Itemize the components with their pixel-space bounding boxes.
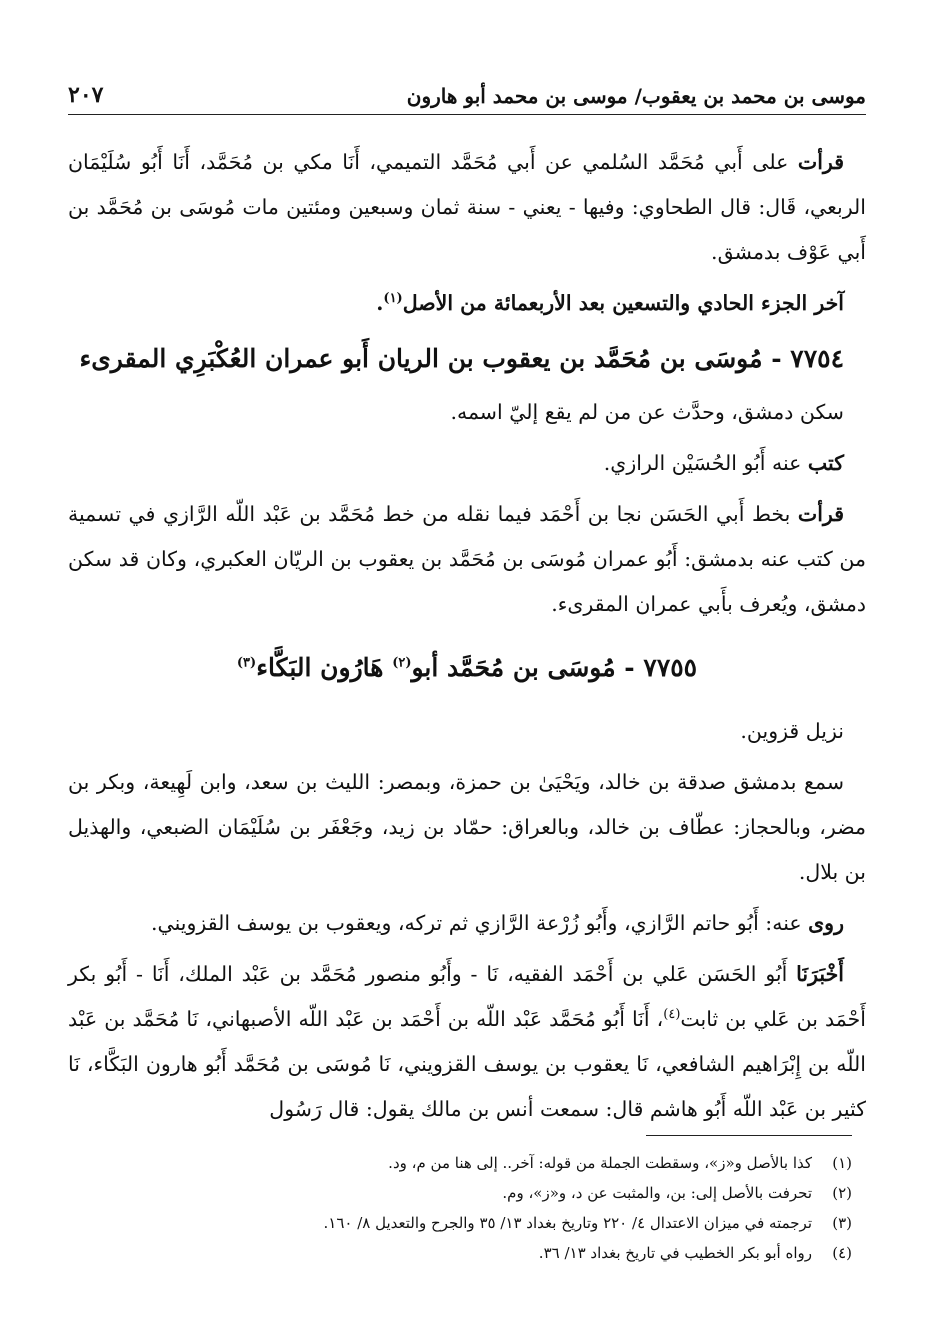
entry-heading: ٧٧٥٤ - مُوسَى بن مُحَمَّد بن يعقوب بن الريان أَبو عمران العُكْبَرِي المقرىء bbox=[79, 344, 844, 373]
footnote-ref: (٣) bbox=[236, 655, 257, 671]
lead-word: أَخْبَرَنَا bbox=[796, 962, 844, 986]
footnote-number: (٤) bbox=[832, 1244, 852, 1262]
footnotes bbox=[68, 1148, 852, 1268]
footnote-number: (٣) bbox=[832, 1214, 852, 1232]
footnote-divider bbox=[646, 1135, 852, 1136]
paragraph-text: أَبُو الحَسَن عَلي بن أَحْمَد الفقيه، نَا - وأَبُو منصور مُحَمَّد بن عَبْد الملك، أَنَا - أَبُو بكر أَحْمَد بن عَلي بن ثابت bbox=[68, 962, 866, 1031]
footnote bbox=[68, 1208, 852, 1238]
paragraph: سمع بدمشق صدقة بن خالد، ويَحْيَىٰ بن حمزة، وبمصر: الليث بن سعد، وابن لَهِيعة، وبكر بن مضر، وبالحجاز: عطّاف بن خالد، وبالعراق: حمّاد بن زيد، وجَعْفَر بن سُلَيْمَان الضبعي، والهذيل بن بلال. bbox=[68, 770, 866, 884]
paragraph-text: على أَبي مُحَمَّد السُلمي عن أَبي مُحَمَّد التميمي، أَنَا مكي بن مُحَمَّد، أَنَا أَبُو سُلَيْمَان الربعي، قَال: قال الطحاوي: وفيها - يعني - سنة ثمان وسبعين ومئتين مات مُوسَى بن مُحَمَّد بن أَبي عَوْف بدمشق. bbox=[68, 150, 866, 264]
paragraph-text: عنه: أَبُو حاتم الرَّازي، وأَبُو زُرْعة الرَّازي ثم تركه، ويعقوب بن يوسف القزويني. bbox=[151, 911, 809, 935]
page-number: ٢٠٧ bbox=[68, 82, 104, 108]
end-note-text: آخر الجزء الحادي والتسعين بعد الأربعمائة من الأصل bbox=[402, 291, 844, 315]
footnote-text: تحرفت بالأصل إلى: بن، والمثبت عن د، و«ز»، وم. bbox=[502, 1184, 812, 1202]
footnote bbox=[68, 1148, 852, 1178]
paragraph bbox=[68, 492, 866, 627]
paragraph-text: عنه أَبُو الحُسَيْن الرازي. bbox=[603, 451, 808, 475]
running-title: موسى بن محمد بن يعقوب/ موسى بن محمد أبو هارون bbox=[406, 84, 866, 108]
footnote-text: ترجمته في ميزان الاعتدال ٤/ ٢٢٠ وتاريخ بغداد ١٣/ ٣٥ والجرح والتعديل ٨/ ١٦٠. bbox=[323, 1214, 812, 1232]
paragraph-text: ، أَنَا أَبُو مُحَمَّد عَبْد اللّه بن أَحْمَد بن عَبْد اللّه الأصبهاني، نَا مُحَمَّد بن عَبْد اللّه بن إِبْرَاهيم الشافعي، نَا يعقوب بن يوسف القزويني، نَا مُوسَى بن مُحَمَّد أَبُو هارون البَكَّاء، نَا كثير بن عَبْد اللّه أَبُو هاشم قال: سمعت أنس بن مالك يقول: قال رَسُول bbox=[68, 1007, 866, 1121]
footnote bbox=[68, 1178, 852, 1208]
paragraph bbox=[68, 901, 866, 946]
paragraph bbox=[68, 952, 866, 1132]
main-text bbox=[68, 140, 866, 1138]
entry-heading bbox=[68, 633, 866, 703]
footnote bbox=[68, 1238, 852, 1268]
heading-text: ٧٧٥٥ - مُوسَى بن مُحَمَّد أبو bbox=[411, 653, 698, 682]
page-header bbox=[68, 68, 866, 115]
lead-word: كتب bbox=[807, 451, 844, 475]
heading-text: هَارُون البَكَّاء bbox=[256, 653, 393, 682]
paragraph bbox=[68, 441, 866, 486]
lead-word: قرأت bbox=[797, 502, 844, 526]
footnote-number: (٢) bbox=[832, 1184, 852, 1202]
footnote-ref: (٢) bbox=[392, 655, 412, 671]
footnote-ref: (٤) bbox=[663, 1007, 681, 1023]
footnote-ref: (١) bbox=[383, 291, 403, 307]
footnote-text: رواه أبو بكر الخطيب في تاريخ بغداد ١٣/ ٣٦. bbox=[538, 1244, 812, 1262]
paragraph: سكن دمشق، وحدَّث عن من لم يقع إليّ اسمه. bbox=[450, 400, 844, 424]
lead-word: قرأت bbox=[797, 150, 844, 174]
section-end-note bbox=[68, 281, 866, 326]
lead-word: روى bbox=[808, 911, 844, 935]
footnote-number: (١) bbox=[832, 1154, 852, 1172]
footnote-text: كذا بالأصل و«ز»، وسقطت الجملة من قوله: آخر.. إلى هنا من م، ود. bbox=[388, 1154, 812, 1172]
paragraph-text: بخط أَبي الحَسَن نجا بن أَحْمَد فيما نقله من خط مُحَمَّد بن عَبْد اللّه الرَّازي في تسمية من كتب عنه بدمشق: أَبُو عمران مُوسَى بن مُحَمَّد بن يعقوب بن الريّان العكبري، وكان قد سكن دمشق، ويُعرف بأَبي عمران المقرىء. bbox=[68, 502, 866, 616]
paragraph bbox=[68, 140, 866, 275]
paragraph: نزيل قزوين. bbox=[740, 719, 844, 743]
end-note-tail: . bbox=[376, 291, 384, 315]
